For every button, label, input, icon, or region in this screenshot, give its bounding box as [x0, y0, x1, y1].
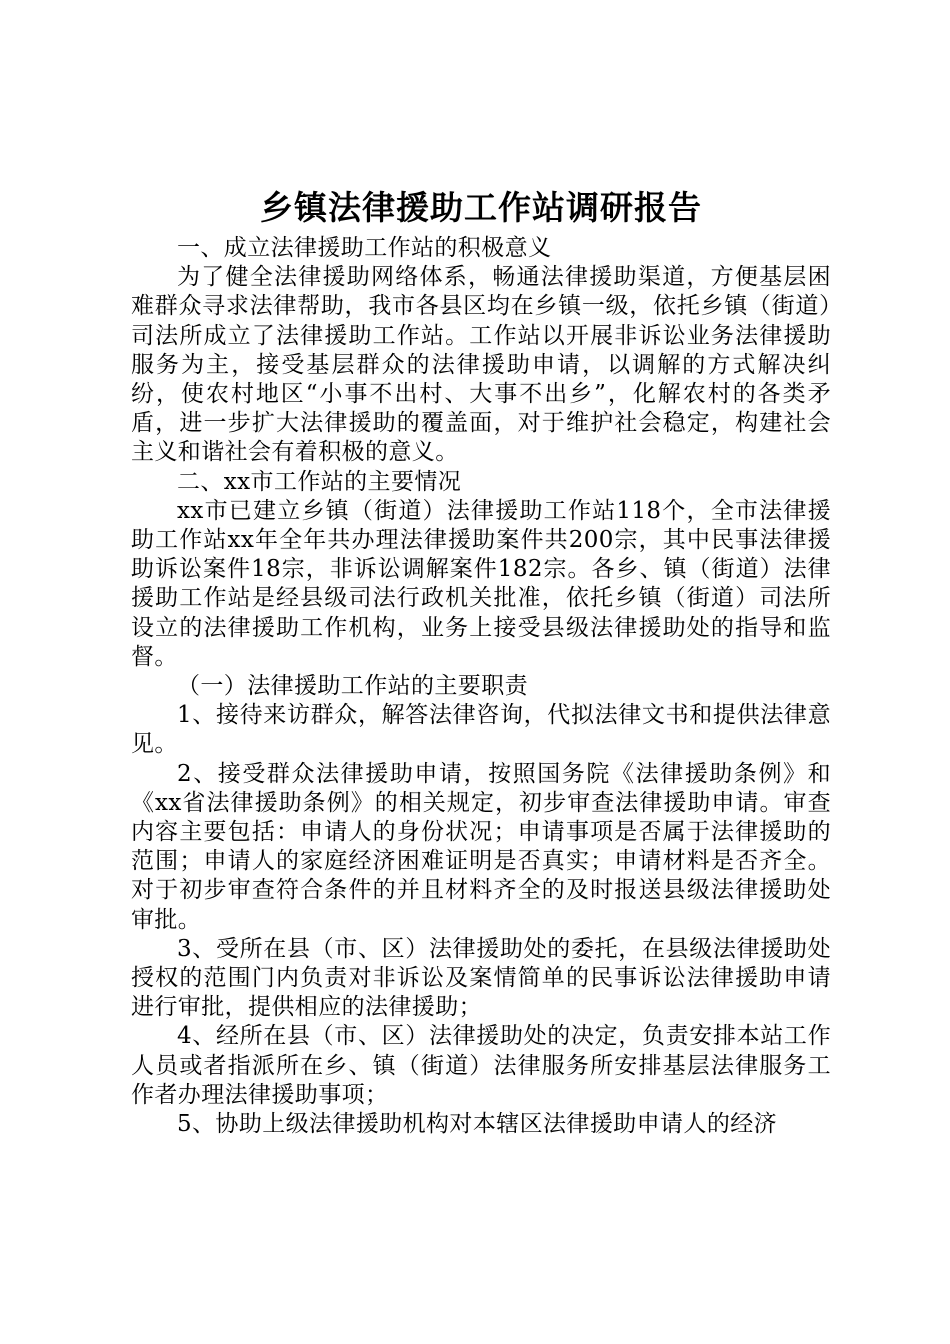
duty-item-5: 5、协助上级法律援助机构对本辖区法律援助申请人的经济 — [177, 1111, 778, 1138]
paragraph-significance: 为了健全法律援助网络体系，畅通法律援助渠道，方便基层困难群众寻求法律帮助，我市各县区均在乡镇一级，依托乡镇（街道）司法所成立了法律援助工作站。工作站以开展非诉讼业务法律援助服务为主，接受基层群众的法律援助申请，以调解的方式解决纠纷，使农村地区“小事不出村、大事不出乡”，化解农村的各类矛盾，进一步扩大法律援助的覆盖面，对于维护社会稳定，构建社会主义和谐社会有着积极的意义。 — [131, 264, 831, 466]
duty-item-2: 2、接受群众法律援助申请，按照国务院《法律援助条例》和《xx省法律援助条例》的相关规定，初步审查法律援助申请。审查内容主要包括：申请人的身份状况；申请事项是否属于法律援助的范围；申请人的家庭经济困难证明是否真实；申请材料是否齐全。对于初步审查符合条件的并且材料齐全的及时报送县级法律援助处审批。 — [131, 760, 831, 933]
paragraph-situation: xx市已建立乡镇（街道）法律援助工作站118个，全市法律援助工作站xx年全年共办理法律援助案件共200宗，其中民事法律援助诉讼案件18宗，非诉讼调解案件182宗。各乡、镇（街道）法律援助工作站是经县级司法行政机关批准，依托乡镇（街道）司法所设立的法律援助工作机构，业务上接受县级法律援助处的指导和监督。 — [131, 497, 831, 670]
subsection-heading-duties: （一）法律援助工作站的主要职责 — [177, 673, 528, 700]
section-heading-situation: 二、xx市工作站的主要情况 — [177, 468, 462, 495]
section-heading-significance: 一、成立法律援助工作站的积极意义 — [177, 235, 552, 261]
duty-item-3: 3、受所在县（市、区）法律援助处的委托，在县级法律援助处授权的范围门内负责对非诉讼及案情简单的民事诉讼法律援助申请进行审批，提供相应的法律援助； — [131, 935, 831, 1021]
document-body — [131, 186, 831, 1139]
duty-item-4: 4、经所在县（市、区）法律援助处的决定，负责安排本站工作人员或者指派所在乡、镇（街道）法律服务所安排基层法律服务工作者办理法律援助事项； — [131, 1023, 831, 1108]
document-title: 乡镇法律援助工作站调研报告 — [260, 188, 702, 227]
duty-item-1: 1、接待来访群众，解答法律咨询，代拟法律文书和提供法律意见。 — [131, 702, 831, 758]
